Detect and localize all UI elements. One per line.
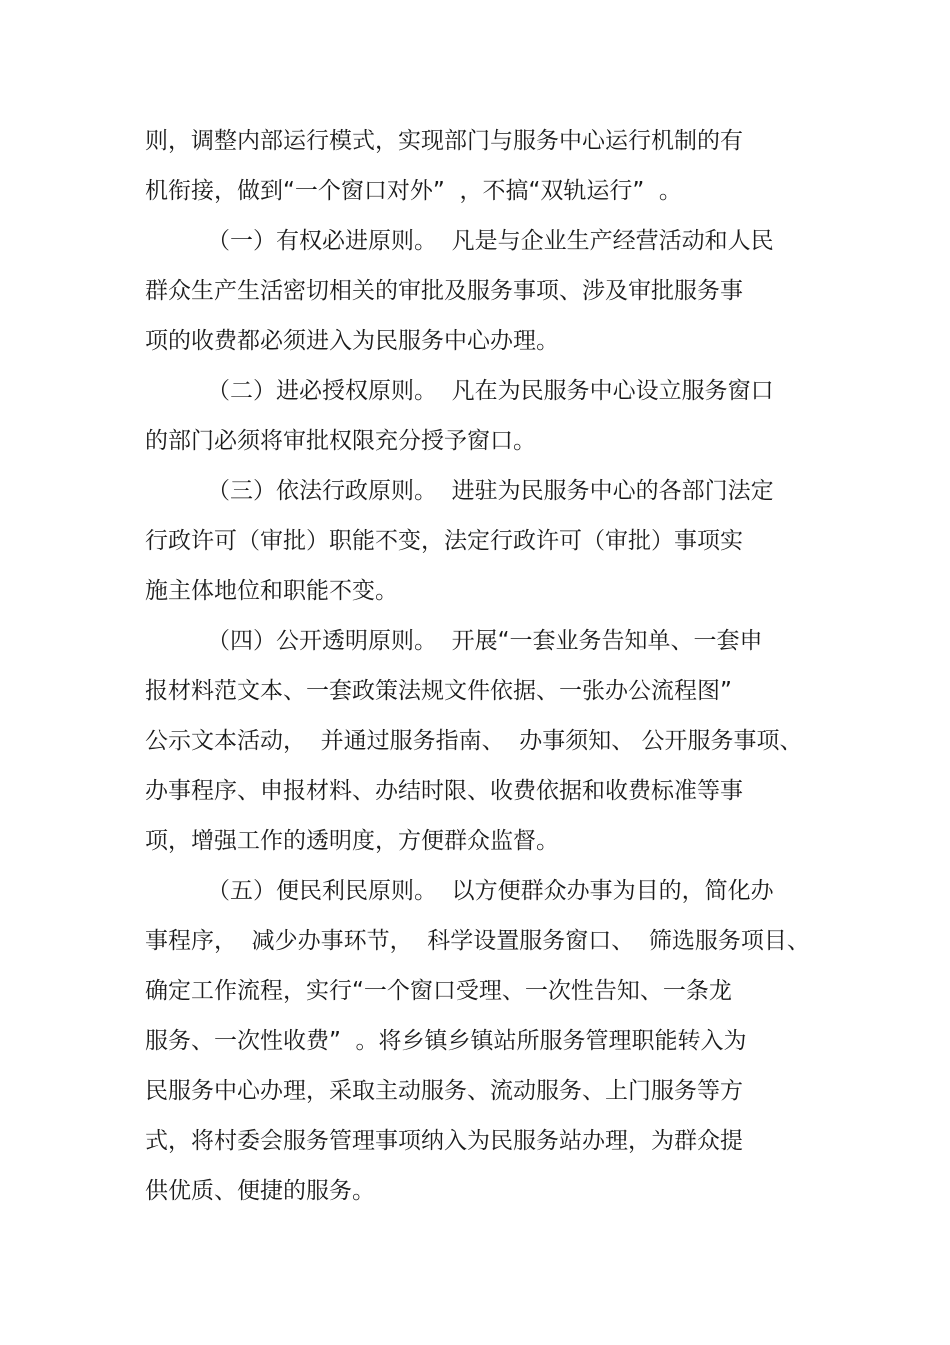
text-line: 则，调整内部运行模式，实现部门与服务中心运行机制的有 bbox=[145, 128, 743, 154]
text-line: 事程序， 减少办事环节， 科学设置服务窗口、 筛选服务项目、 bbox=[145, 928, 810, 954]
section-heading-line: （一）有权必进原则。 凡是与企业生产经营活动和人民 bbox=[207, 228, 774, 254]
section-heading-line: （二）进必授权原则。 凡在为民服务中心设立服务窗口 bbox=[207, 378, 774, 404]
text-line: 施主体地位和职能不变。 bbox=[145, 578, 398, 604]
text-line: 报材料范文本、一套政策法规文件依据、一张办公流程图” bbox=[145, 678, 732, 704]
section-heading-line: （四）公开透明原则。 开展“一套业务告知单、一套申 bbox=[207, 628, 763, 654]
text-line: 机衔接，做到“一个窗口对外” ，不搞“双轨运行” 。 bbox=[145, 178, 682, 204]
text-line: 式，将村委会服务管理事项纳入为民服务站办理，为群众提 bbox=[145, 1128, 743, 1154]
text-line: 公示文本活动， 并通过服务指南、 办事须知、 公开服务事项、 bbox=[145, 728, 803, 754]
text-line: 项，增强工作的透明度，方便群众监督。 bbox=[145, 828, 559, 854]
text-line: 民服务中心办理，采取主动服务、流动服务、上门服务等方 bbox=[145, 1078, 743, 1104]
text-line: 办事程序、申报材料、办结时限、收费依据和收费标准等事 bbox=[145, 778, 743, 804]
text-line: 项的收费都必须进入为民服务中心办理。 bbox=[145, 328, 559, 354]
text-line: 行政许可（审批）职能不变，法定行政许可（审批）事项实 bbox=[145, 528, 743, 554]
text-line: 群众生产生活密切相关的审批及服务事项、涉及审批服务事 bbox=[145, 278, 743, 304]
text-line: 确定工作流程，实行“一个窗口受理、一次性告知、一条龙 bbox=[145, 978, 732, 1004]
text-line: 的部门必须将审批权限充分授予窗口。 bbox=[145, 428, 536, 454]
text-line: 服务、一次性收费” 。将乡镇乡镇站所服务管理职能转入为 bbox=[145, 1028, 747, 1054]
section-heading-line: （五）便民利民原则。 以方便群众办事为目的，简化办 bbox=[207, 878, 774, 904]
section-heading-line: （三）依法行政原则。 进驻为民服务中心的各部门法定 bbox=[207, 478, 774, 504]
document-body bbox=[145, 116, 825, 1216]
text-line: 供优质、便捷的服务。 bbox=[145, 1178, 375, 1204]
